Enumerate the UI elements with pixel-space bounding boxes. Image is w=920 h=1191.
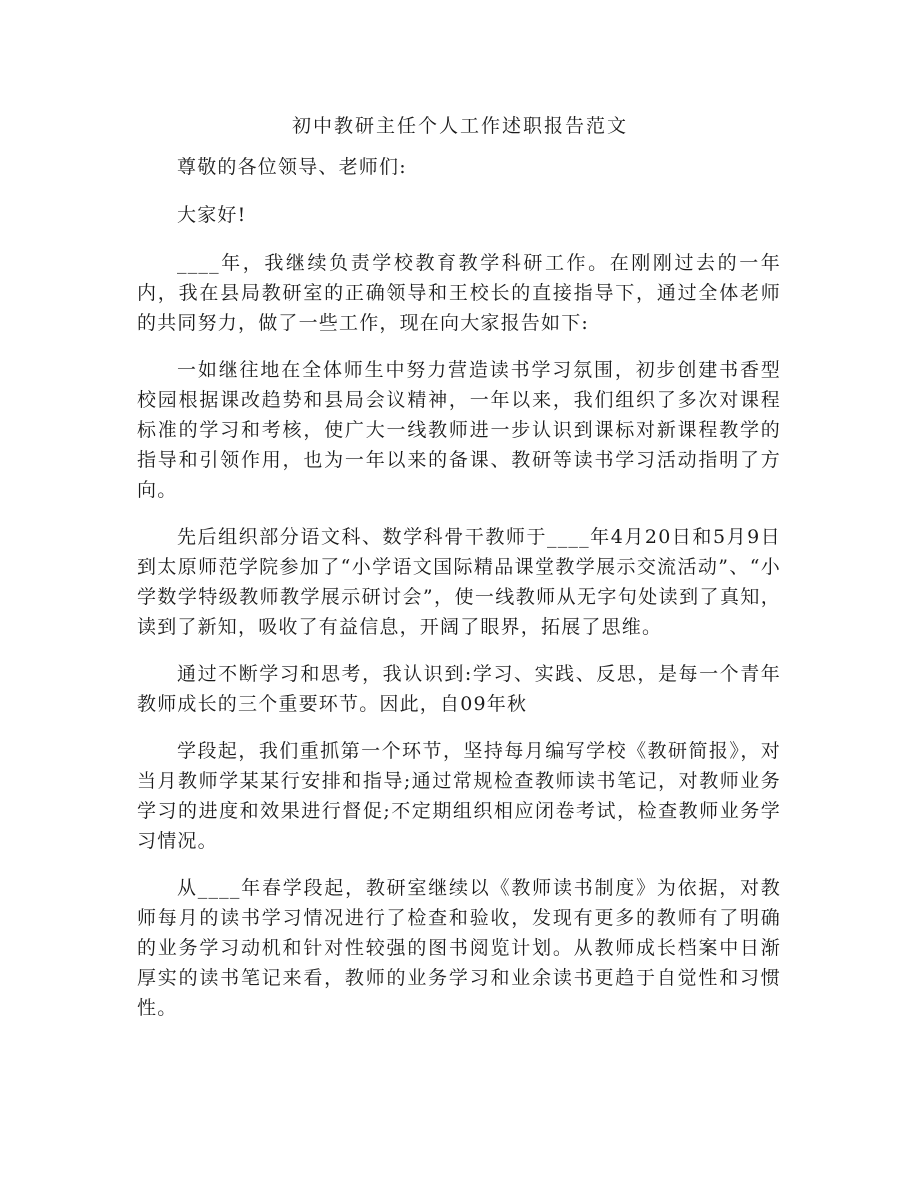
greeting-paragraph: 大家好! — [177, 204, 247, 226]
reflection-paragraph: 通过不断学习和思考，我认识到:学习、实践、反思，是每一个青年教师成长的三个重要环节。因此，自09年秋 — [137, 663, 781, 715]
salutation-paragraph: 尊敬的各位领导、老师们: — [177, 156, 407, 178]
reading-system-paragraph: 从____年春学段起，教研室继续以《教师读书制度》为依据，对教师每月的读书学习情况进行了检查和验收，发现有更多的教师有了明确的业务学习动机和针对性较强的图书阅览计划。从教师成长档案中日渐厚实的读书笔记来看，教师的业务学习和业余读书更趋于自觉性和习惯性。 — [137, 877, 781, 1019]
intro-paragraph: ____年，我继续负责学校教育教学科研工作。在刚刚过去的一年内，我在县局教研室的正确领导和王校长的直接指导下，通过全体老师的共同努力，做了一些工作，现在向大家报告如下: — [137, 252, 781, 334]
document-body — [137, 152, 781, 1040]
training-activity-paragraph: 先后组织部分语文科、数学科骨干教师于____年4月20日和5月9日到太原师范学院参加了“小学语文国际精品课堂教学展示交流活动”、“小学数学特级教师教学展示研讨会”，使一线教师从无字句处读到了真知，读到了新知，吸收了有益信息，开阔了眼界，拓展了思维。 — [137, 526, 781, 638]
reading-atmosphere-paragraph: 一如继往地在全体师生中努力营造读书学习氛围，初步创建书香型校园根据课改趋势和县局会议精神，一年以来，我们组织了多次对课程标准的学习和考核，使广大一线教师进一步认识到课标对新课程教学的指导和引领作用，也为一年以来的备课、教研等读书学习活动指明了方向。 — [137, 359, 781, 501]
semester-work-paragraph: 学段起，我们重抓第一个环节，坚持每月编写学校《教研简报》，对当月教师学某某行安排和指导;通过常规检查教师读书笔记，对教师业务学习的进度和效果进行督促;不定期组织相应闭卷考试，检查教师业务学习情况。 — [137, 740, 781, 852]
document-title: 初中教研主任个人工作述职报告范文 — [291, 115, 628, 137]
